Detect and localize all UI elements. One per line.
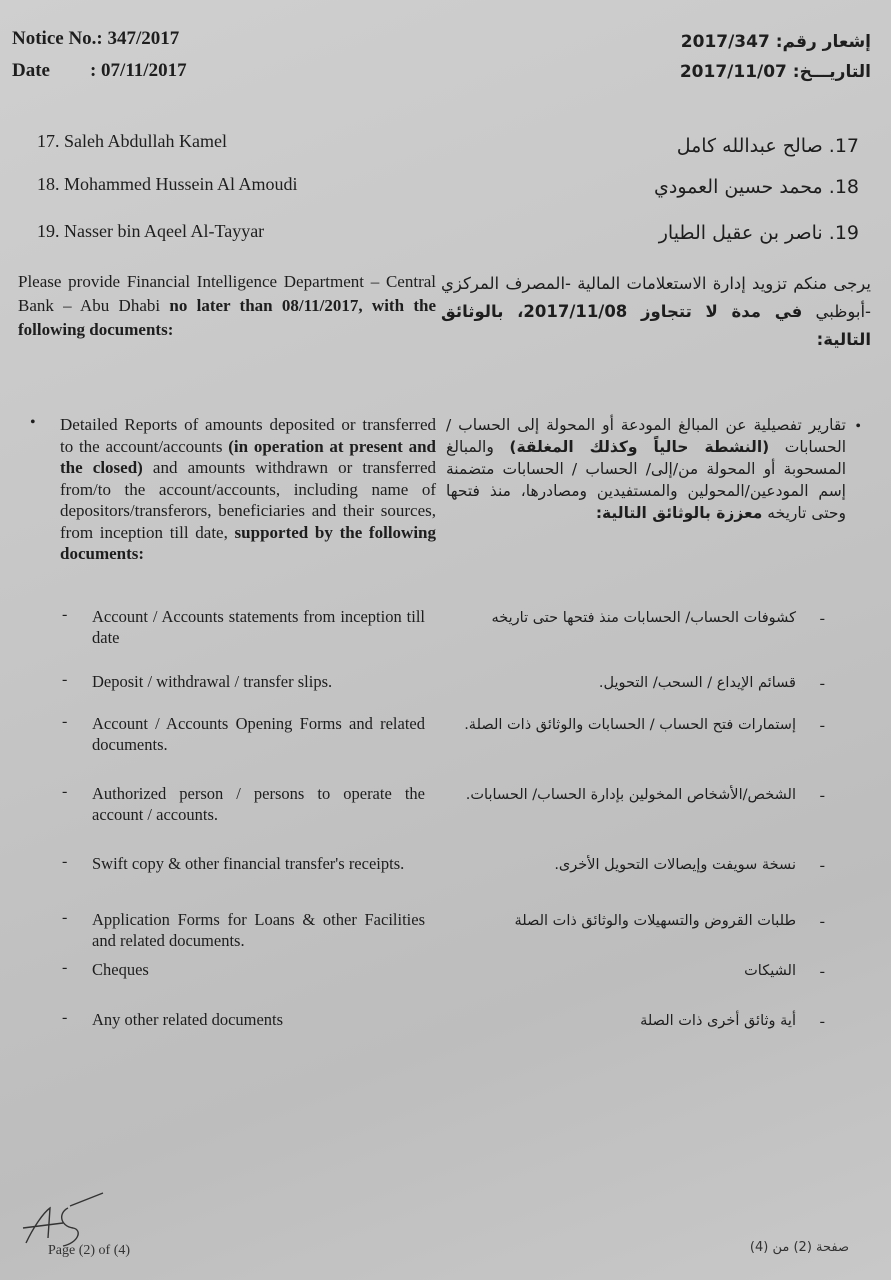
dash-icon: - bbox=[62, 909, 68, 926]
document-item-en: Cheques bbox=[92, 960, 149, 979]
dash-icon: - bbox=[62, 606, 68, 623]
dash-icon: - bbox=[62, 713, 68, 730]
dash-icon: - bbox=[819, 857, 825, 874]
document-item-ar: إستمارات فتح الحساب / الحسابات والوثائق ذات الصلة. bbox=[464, 717, 796, 733]
document-item-ar: نسخة سويفت وإيصالات التحويل الأخرى. bbox=[554, 857, 796, 873]
document-item-en: Account / Accounts statements from inception till date bbox=[92, 607, 425, 647]
document-item-en: Deposit / withdrawal / transfer slips. bbox=[92, 672, 333, 691]
ar-notice-number: إشعار رقم: 2017/347 bbox=[680, 32, 871, 52]
document-item-ar: أية وثائق أخرى ذات الصلة bbox=[640, 1013, 796, 1029]
name-en: 18. Mohammed Hussein Al Amoudi bbox=[37, 174, 298, 194]
dash-icon: - bbox=[819, 717, 825, 734]
dash-icon: - bbox=[62, 783, 68, 800]
name-ar: 19. ناصر بن عقيل الطيار bbox=[658, 222, 859, 244]
document-item-en: Authorized person / persons to operate the account / accounts. bbox=[92, 784, 425, 824]
ar-notice-date: التاريـــخ: 2017/11/07 bbox=[679, 62, 871, 82]
document-item-en: Account / Accounts Opening Forms and related documents. bbox=[92, 714, 425, 754]
dash-icon: - bbox=[819, 963, 825, 980]
dash-icon: - bbox=[819, 675, 825, 692]
page-number-ar: صفحة (2) من (4) bbox=[749, 1240, 849, 1255]
dash-icon: - bbox=[819, 913, 825, 930]
name-ar: 17. صالح عبدالله كامل bbox=[676, 135, 859, 157]
document-item-ar: الشيكات bbox=[744, 963, 796, 979]
notice-number: Notice No.: 347/2017 bbox=[12, 28, 180, 49]
document-item-en: Any other related documents bbox=[92, 1010, 284, 1029]
document-item-ar: قسائم الإيداع / السحب/ التحويل. bbox=[598, 675, 796, 691]
bullet-icon: • bbox=[30, 414, 36, 431]
bullet-paragraph-en: Detailed Reports of amounts deposited or transferred to the account/accounts (in operation at present and the closed) and amounts withdrawn or transferred from/to the account/accounts, including name of depositors/transferors, beneficiaries and their sources, from inception till date, supported by the following documents: bbox=[60, 415, 437, 563]
bullet-paragraph-ar: تقارير تفصيلية عن المبالغ المودعة أو المحولة إلى الحساب / الحسابات (النشطة حالياً وكذلك المغلقة) والمبالغ المسحوبة أو المحولة من/إلى/ الحساب / الحسابات متضمنة إسم المودعين/المحولين والمستفيدين ومصادرها، منذ فتحها وحتى تاريخه معززة بالوثائق التالية: bbox=[446, 416, 847, 522]
dash-icon: - bbox=[819, 1013, 825, 1030]
request-paragraph-ar: يرجى منكم تزويد إدارة الاستعلامات المالية -المصرف المركزي -أبوظبي في مدة لا تتجاوز 2017/11/08، بالوثائق التالية: bbox=[441, 274, 871, 349]
document-item-en: Application Forms for Loans & other Facilities and related documents. bbox=[92, 910, 425, 950]
document-item-ar: الشخص/الأشخاص المخولين بإدارة الحساب/ الحسابات. bbox=[465, 787, 796, 803]
dash-icon: - bbox=[62, 1009, 68, 1026]
dash-icon: - bbox=[62, 671, 68, 688]
name-en: 17. Saleh Abdullah Kamel bbox=[37, 131, 227, 151]
dash-icon: - bbox=[819, 610, 825, 627]
dash-icon: - bbox=[819, 787, 825, 804]
request-paragraph-en: Please provide Financial Intelligence Department – Central Bank – Abu Dhabi no later than 08/11/2017, with the following documents: bbox=[18, 272, 436, 339]
page-number-en: Page (2) of (4) bbox=[48, 1243, 131, 1258]
document-item-en: Swift copy & other financial transfer's receipts. bbox=[92, 854, 405, 873]
bullet-icon: • bbox=[855, 418, 861, 435]
document-item-ar: كشوفات الحساب/ الحسابات منذ فتحها حتى تاريخه bbox=[491, 610, 796, 626]
dash-icon: - bbox=[62, 959, 68, 976]
document-item-ar: طلبات القروض والتسهيلات والوثائق ذات الصلة bbox=[514, 913, 796, 929]
notice-date: Date : 07/11/2017 bbox=[12, 60, 187, 81]
dash-icon: - bbox=[62, 853, 68, 870]
name-ar: 18. محمد حسين العمودي bbox=[653, 176, 859, 198]
name-en: 19. Nasser bin Aqeel Al-Tayyar bbox=[37, 221, 265, 241]
